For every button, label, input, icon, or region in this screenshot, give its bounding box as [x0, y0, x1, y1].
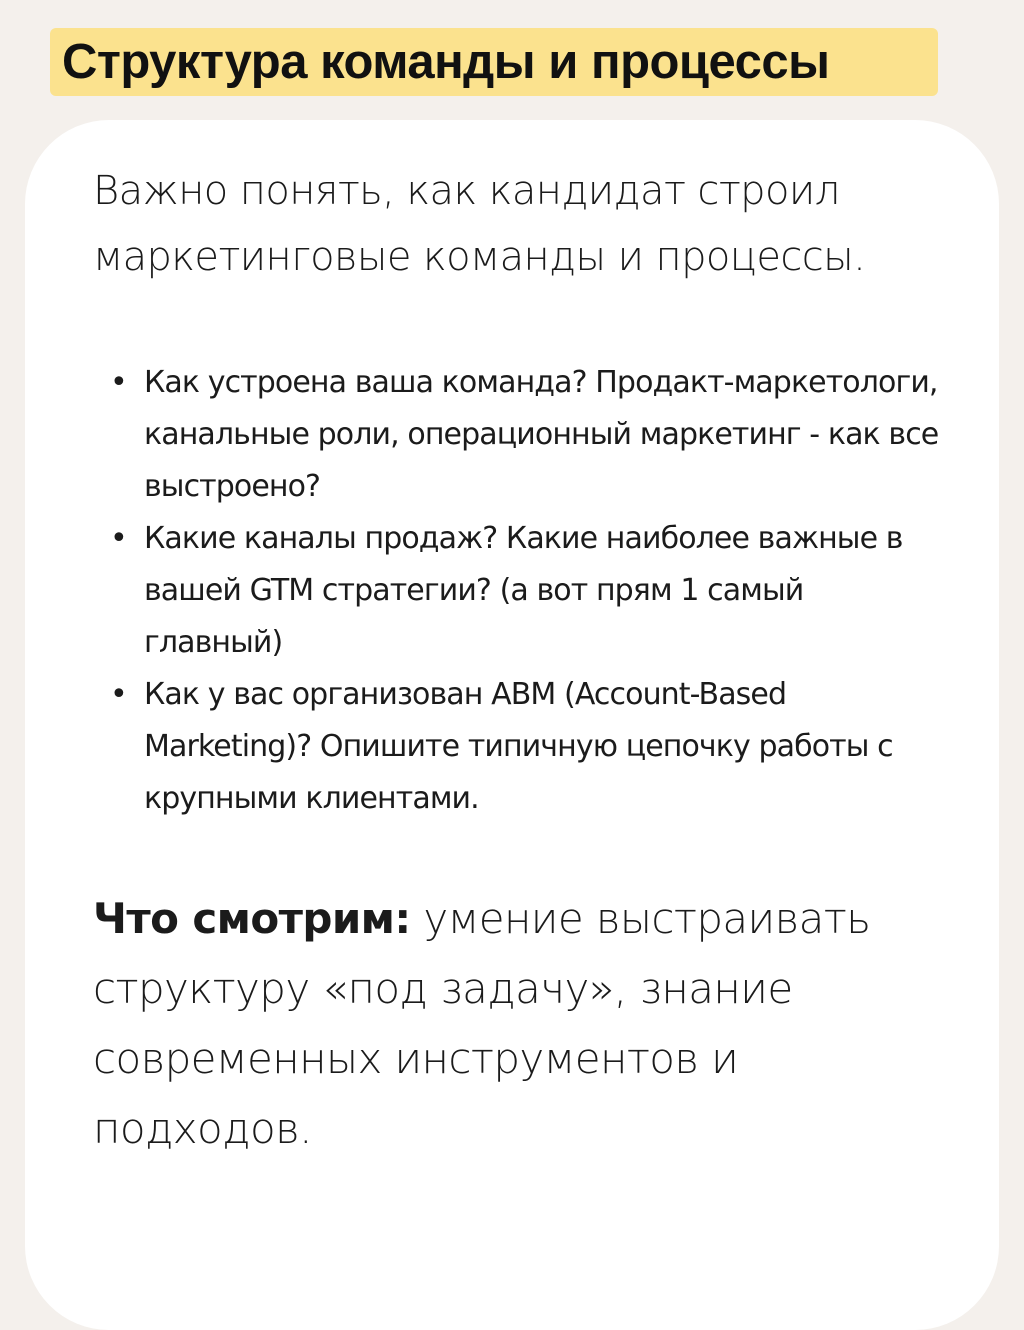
question-text: Какие каналы продаж? Какие наиболее важные в вашей GTM стратегии? (а вот прям 1 самый главный) [144, 521, 903, 660]
summary-text [93, 884, 963, 1164]
question-item [110, 513, 944, 669]
bullet-icon: • [110, 677, 127, 712]
bullet-icon: • [110, 521, 127, 556]
page-title: Структура команды и процессы [62, 35, 830, 89]
intro-text: Важно понять, как кандидат строил маркетинговые команды и процессы. [93, 168, 866, 280]
summary-lead: Что смотрим: [93, 894, 411, 943]
question-item [110, 669, 944, 825]
question-item [110, 357, 944, 513]
question-text: Как устроена ваша команда? Продакт-маркетологи, канальные роли, операционный маркетинг - как все выстроено? [144, 365, 939, 504]
question-text: Как у вас организован ABM (Account-Based Marketing)? Опишите типичную цепочку работы с крупными клиентами. [144, 677, 893, 816]
question-list [110, 357, 944, 825]
bullet-icon: • [110, 365, 127, 400]
summary-body: умение выстраивать структуру «под задачу», знание современных инструментов и подходов. [93, 894, 871, 1153]
